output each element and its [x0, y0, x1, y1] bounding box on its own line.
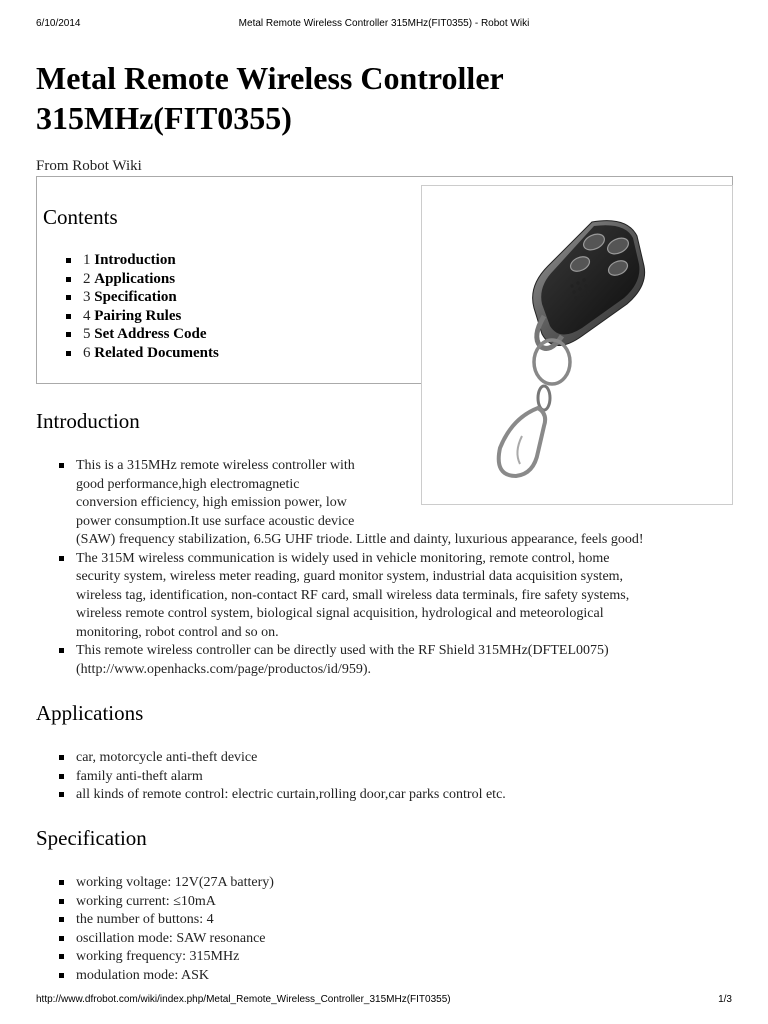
footer-url: http://www.dfrobot.com/wiki/index.php/Metal_Remote_Wireless_Controller_315MHz(FIT0355) — [36, 994, 451, 1005]
text-line: monitoring, robot control and so on. — [76, 624, 279, 640]
toc-item-applications[interactable] — [65, 270, 219, 289]
toc-number: 6 — [83, 344, 91, 361]
text-line: wireless tag, identification, non-contact RF card, small wireless data terminals, fire safety systems, — [76, 587, 630, 603]
specification-list — [58, 874, 274, 985]
list-item: modulation mode: ASK — [58, 967, 274, 986]
introduction-heading: Introduction — [36, 409, 140, 433]
list-item — [58, 642, 748, 679]
text-line: power consumption.It use surface acoustic device — [76, 513, 355, 529]
text-line: good performance,high electromagnetic — [76, 476, 300, 492]
toc-item-set-address-code[interactable] — [65, 325, 219, 344]
specification-heading: Specification — [36, 826, 147, 850]
list-item — [58, 457, 748, 550]
text-line: This remote wireless controller can be directly used with the RF Shield 315MHz(DFTEL0075) — [76, 643, 609, 658]
list-item: the number of buttons: 4 — [58, 911, 274, 930]
link-text[interactable]: (http://www.openhacks.com/page/productos/id/959). — [76, 661, 371, 677]
list-item: working current: ≤10mA — [58, 893, 274, 912]
toc-item-pairing-rules[interactable] — [65, 307, 219, 326]
text-line: The 315M wireless communication is widely used in vehicle monitoring, remote control, home — [76, 550, 610, 566]
print-footer — [36, 994, 732, 1008]
toc-item-specification[interactable] — [65, 288, 219, 307]
page-title-line2: 315MHz(FIT0355) — [36, 100, 292, 136]
list-item: oscillation mode: SAW resonance — [58, 930, 274, 949]
text-line: security system, wireless meter reading, guard monitor system, industrial data acquisition system, — [76, 569, 624, 584]
toc-number: 4 — [83, 307, 91, 324]
text-line: This is a 315MHz remote wireless controller with — [76, 458, 355, 473]
from-line: From Robot Wiki — [36, 158, 142, 174]
toc-item-related-documents[interactable] — [65, 344, 219, 363]
toc-link[interactable]: Introduction — [94, 252, 176, 268]
toc-link[interactable]: Specification — [94, 289, 177, 306]
list-item: car, motorcycle anti-theft device — [58, 749, 506, 768]
toc-link[interactable]: Applications — [94, 270, 176, 287]
toc-link[interactable]: Set Address Code — [94, 326, 207, 343]
print-date: 6/10/2014 — [36, 18, 81, 29]
introduction-list — [58, 457, 748, 679]
toc-item-introduction[interactable] — [65, 251, 219, 270]
print-title: Metal Remote Wireless Controller 315MHz(FIT0355) - Robot Wiki — [238, 18, 530, 29]
list-item — [58, 550, 748, 643]
page-title-line1: Metal Remote Wireless Controller — [36, 60, 504, 96]
toc-number: 3 — [83, 289, 91, 306]
text-line: (SAW) frequency stabilization, 6.5G UHF triode. Little and dainty, luxurious appearance, feels good! — [76, 532, 644, 547]
toc-link[interactable]: Related Documents — [94, 344, 219, 361]
applications-list — [58, 749, 506, 805]
list-item: working frequency: 315MHz — [58, 948, 274, 967]
print-header — [36, 18, 732, 32]
toc-number: 1 — [83, 252, 91, 268]
text-line: wireless remote control system, biological signal acquisition, hydrological and meteorological — [76, 606, 604, 621]
toc-link[interactable]: Pairing Rules — [94, 307, 182, 324]
toc-list — [65, 251, 219, 363]
contents-title: Contents — [43, 205, 118, 229]
list-item: family anti-theft alarm — [58, 768, 506, 787]
applications-heading: Applications — [36, 701, 144, 725]
text-line: conversion efficiency, high emission power, low — [76, 495, 347, 510]
page-number: 1/3 — [718, 994, 732, 1005]
page-title — [36, 58, 636, 138]
list-item: working voltage: 12V(27A battery) — [58, 874, 274, 893]
toc-number: 2 — [83, 270, 91, 287]
list-item: all kinds of remote control: electric curtain,rolling door,car parks control etc. — [58, 786, 506, 805]
toc-number: 5 — [83, 326, 91, 343]
